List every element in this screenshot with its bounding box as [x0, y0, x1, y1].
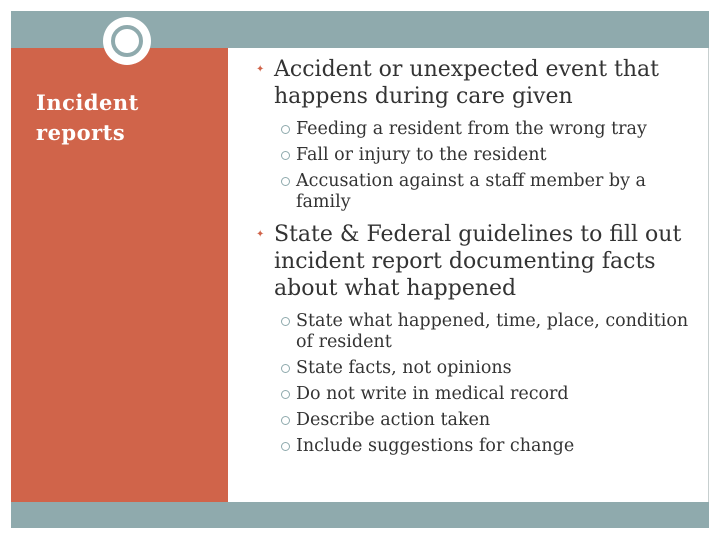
sub-bullet-item: [256, 384, 701, 405]
sub-bullet-text-cont: family: [296, 192, 351, 212]
bullet-text-line: State & Federal guidelines to fill out: [274, 222, 682, 247]
ring-bullet-icon: [281, 442, 290, 451]
sub-bullet-text: Feeding a resident from the wrong tray: [296, 119, 647, 139]
wing-bullet-icon: ✦: [256, 64, 265, 75]
ring-inner: [111, 25, 143, 57]
ring-bullet-icon: [281, 151, 290, 160]
sub-bullet-item: [256, 358, 701, 379]
ring-bullet-icon: [281, 390, 290, 399]
sub-bullet-text: Fall or injury to the resident: [296, 145, 547, 165]
sub-bullet-item: [256, 145, 701, 166]
wing-bullet-icon: ✦: [256, 229, 265, 240]
bullet-text-line: Accident or unexpected event that: [274, 57, 659, 82]
sub-bullet-item: [256, 436, 701, 457]
sub-bullet-text: State what happened, time, place, condition: [296, 311, 689, 331]
slide-title-line-1: Incident: [36, 90, 139, 115]
ring-bullet-icon: [281, 177, 290, 186]
bottom-band: [11, 502, 709, 528]
ring-bullet-icon: [281, 364, 290, 373]
sub-bullet-item: [256, 171, 701, 213]
sub-bullet-text: Accusation against a staff member by a: [296, 171, 646, 191]
sub-bullet-text: Include suggestions for change: [296, 436, 575, 456]
slide-title-line-2: reports: [36, 120, 126, 145]
ring-bullet-icon: [281, 317, 290, 326]
slide-title: [36, 88, 216, 148]
bullet-text-line: about what happened: [274, 276, 517, 301]
sub-bullet-item: [256, 410, 701, 431]
bullet-guidelines: [256, 221, 701, 302]
sub-bullet-text: Do not write in medical record: [296, 384, 569, 404]
sub-bullet-item: [256, 119, 701, 140]
sub-bullet-text: Describe action taken: [296, 410, 491, 430]
sub-bullet-list: [256, 311, 701, 457]
sub-bullet-list: [256, 119, 701, 213]
ring-ornament-icon: [103, 17, 151, 65]
bullet-accident: [256, 56, 701, 110]
sub-bullet-item: [256, 311, 701, 353]
bullet-text-line: happens during care given: [274, 84, 573, 109]
sub-bullet-text-cont: of resident: [296, 332, 392, 352]
ring-bullet-icon: [281, 125, 290, 134]
slide-content: [256, 56, 701, 467]
sub-bullet-text: State facts, not opinions: [296, 358, 512, 378]
bullet-text-line: incident report documenting facts: [274, 249, 656, 274]
ring-bullet-icon: [281, 416, 290, 425]
